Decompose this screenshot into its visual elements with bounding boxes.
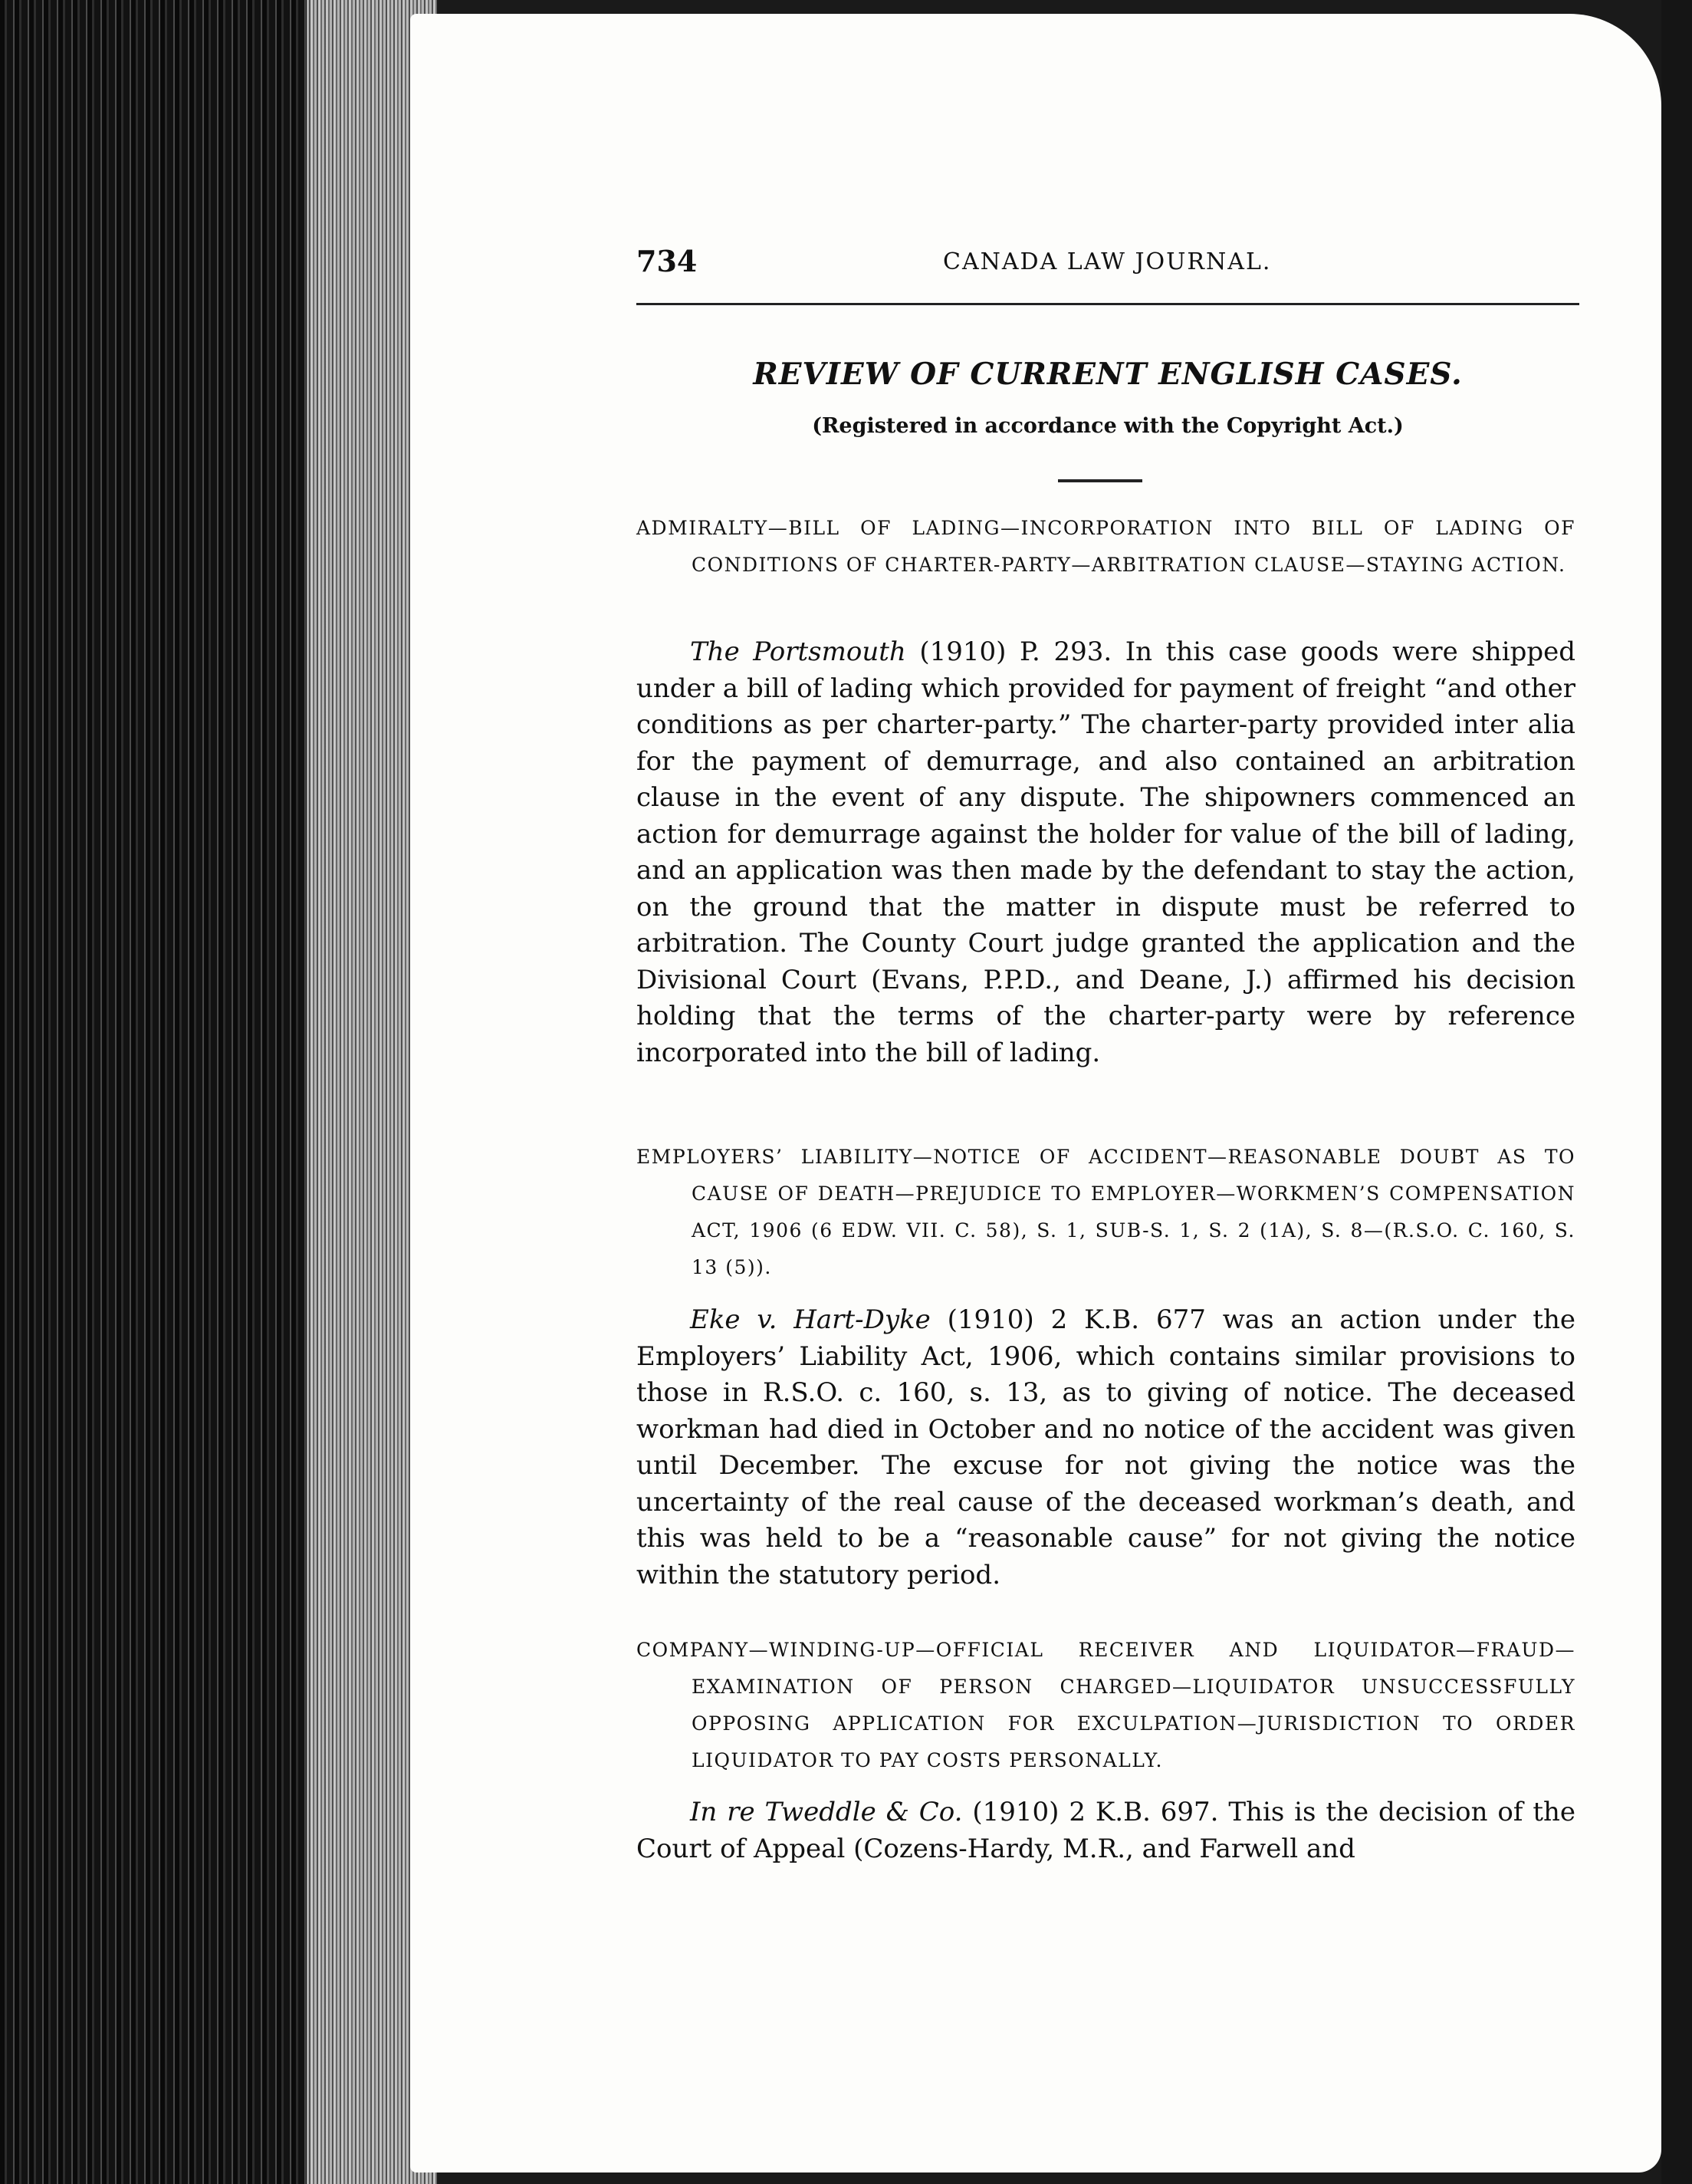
section-body-company [636,1794,1575,1867]
header-rule [636,303,1579,305]
section-headnote-company: COMPANY—WINDING-UP—OFFICIAL RECEIVER AND LIQUIDATOR—FRAUD—EXAMINATION OF PERSON CHARGED—LIQUIDATOR UNSUCCESSFULLY OPPOSING APPLICATION FOR EXCULPATION—JURISDICTION TO ORDER LIQUIDATOR TO PAY COSTS PERSONALLY. [636,1639,1575,1771]
title-divider [1058,479,1142,482]
section-body-employers-liability [636,1302,1575,1594]
case-name: Eke v. Hart-Dyke [690,1304,931,1335]
running-head [636,244,1579,290]
section-body-admiralty [636,634,1575,1071]
journal-title: CANADA LAW JOURNAL. [943,248,1272,275]
copyright-note: (Registered in accordance with the Copyright Act.) [812,414,1404,438]
case-text: (1910) 2 K.B. 697. This is the decision of the Court of Appeal (Cozens-Hardy, M.R., and Farwell and [636,1797,1575,1864]
case-text: (1910) P. 293. In this case goods were shipped under a bill of lading which provided for payment of freight “and other conditions as per charter-party.” The charter-party provided inter alia for the payment of demurrage, and also contained an arbitration clause in the event of any dispute. The shipowners commenced an action for demurrage against the holder for value of the bill of lading, and an application was then made by the defendant to stay the action, on the ground that the matter in dispute must be referred to arbitration. The County Court judge granted the application and the Divisional Court (Evans, P.P.D., and Deane, J.) affirmed his decision holding that the terms of the charter-party were by reference incorporated into the bill of lading. [636,636,1575,1068]
section-headnote-employers-liability: EMPLOYERS’ LIABILITY—NOTICE OF ACCIDENT—REASONABLE DOUBT AS TO CAUSE OF DEATH—PREJUDICE TO EMPLOYER—WORKMEN’S COMPENSATION ACT, 1906 (6 EDW. VII. C. 58), S. 1, SUB-S. 1, S. 2 (1A), S. 8—(R.S.O. C. 160, S. 13 (5)). [636,1146,1575,1278]
case-name: In re Tweddle & Co. [690,1797,963,1827]
scan-border [1661,0,1692,2184]
case-name: The Portsmouth [690,636,906,667]
section-headnote-admiralty: ADMIRALTY—BILL OF LADING—INCORPORATION INTO BILL OF LADING OF CONDITIONS OF CHARTER-PARTY—ARBITRATION CLAUSE—STAYING ACTION. [636,517,1575,576]
page-number: 734 [636,244,698,278]
case-text: (1910) 2 K.B. 677 was an action under the Employers’ Liability Act, 1906, which contains similar provisions to those in R.S.O. c. 160, s. 13, as to giving of notice. The deceased workman had died in October and no notice of the accident was given until December. The excuse for not giving the notice was the uncertainty of the real cause of the deceased workman’s death, and this was held to be a “reasonable cause” for not giving the notice within the statutory period. [636,1304,1575,1590]
article-title: REVIEW OF CURRENT ENGLISH CASES. [753,357,1463,392]
